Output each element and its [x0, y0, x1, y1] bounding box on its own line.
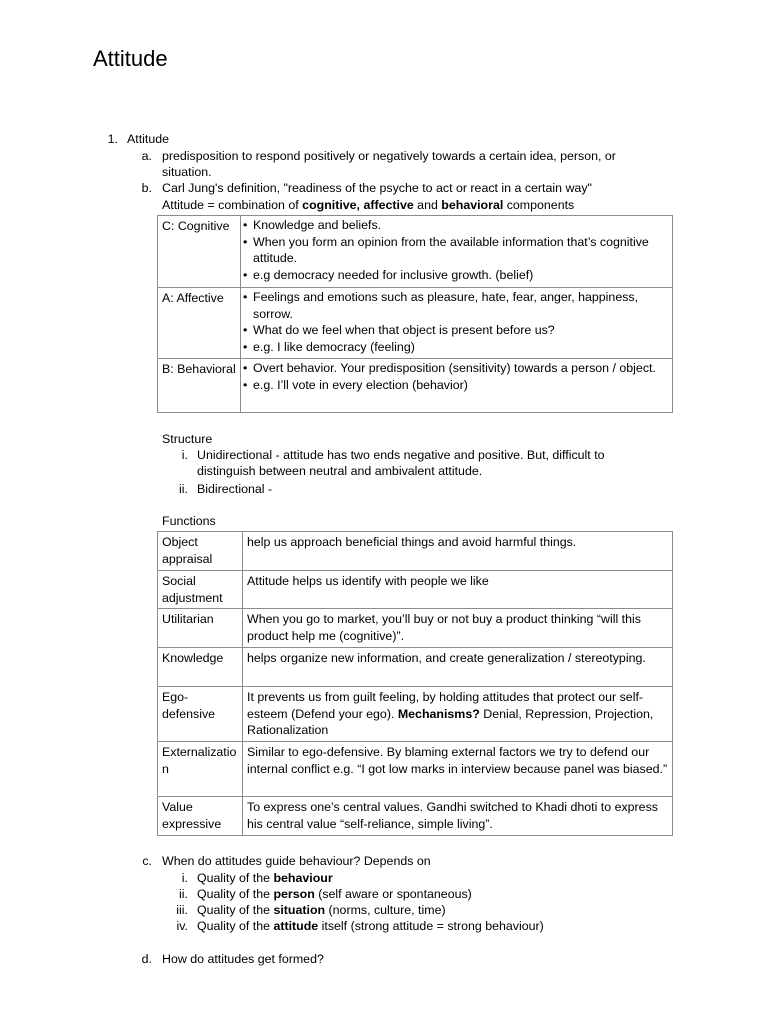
- structure-heading: Structure: [162, 432, 213, 446]
- function-name: Value expressive: [158, 797, 243, 836]
- quality-item: Quality of the situation (norms, culture, time): [197, 903, 446, 917]
- function-description: When you go to market, you’ll buy or not buy a product thinking “will this product help me (cognitive)”.: [243, 609, 673, 648]
- function-name: Externalization: [158, 742, 243, 797]
- list-letter: a.: [141, 149, 152, 163]
- bullet-item: • Overt behavior. Your predisposition (sensitivity) towards a person / object.: [243, 360, 668, 377]
- quality-item: Quality of the person (self aware or spontaneous): [197, 887, 472, 901]
- bullet-item: • Knowledge and beliefs.: [243, 217, 668, 234]
- structure-item-line2: distinguish between neutral and ambivalent attitude.: [197, 464, 483, 478]
- item-a-line2: situation.: [162, 165, 212, 179]
- item-b-combination: Attitude = combination of cognitive, affective and behavioral components: [162, 198, 575, 212]
- item-a-line1: predisposition to respond positively or negatively towards a certain idea, person, or: [162, 149, 616, 163]
- table-row: [158, 687, 673, 742]
- bullet-item: • e.g democracy needed for inclusive growth. (belief): [243, 267, 668, 284]
- bullet-item: • When you form an opinion from the available information that’s cognitive attitude.: [243, 234, 668, 267]
- list-letter: b.: [141, 181, 152, 195]
- function-description: help us approach beneficial things and avoid harmful things.: [243, 532, 673, 571]
- function-description: To express one’s central values. Gandhi switched to Khadi dhoti to express his central value “self-reliance, simple living”.: [243, 797, 673, 836]
- function-description: It prevents us from guilt feeling, by holding attitudes that protect our self-esteem (Defend your ego). Mechanisms? Denial, Repression, Projection, Rationalization: [243, 687, 673, 742]
- component-label: B: Behavioral: [158, 359, 241, 413]
- page-title: Attitude: [93, 46, 168, 71]
- function-name: Knowledge: [158, 648, 243, 687]
- list-roman: iii.: [176, 903, 188, 917]
- component-label: C: Cognitive: [158, 216, 241, 288]
- function-name: Ego-defensive: [158, 687, 243, 742]
- list-roman: i.: [181, 871, 188, 885]
- list-roman: ii.: [179, 887, 188, 901]
- list-roman: i.: [181, 448, 188, 462]
- item-d-text: How do attitudes get formed?: [162, 952, 324, 966]
- list-number: 1.: [107, 132, 118, 146]
- function-description: Similar to ego-defensive. By blaming external factors we try to defend our internal conflict e.g. “I got low marks in interview because panel was biased.”: [243, 742, 673, 797]
- table-row: [158, 648, 673, 687]
- bullet-item: • Feelings and emotions such as pleasure, hate, fear, anger, happiness, sorrow.: [243, 289, 668, 322]
- functions-heading: Functions: [162, 514, 216, 528]
- function-name: Social adjustment: [158, 571, 243, 609]
- bullet-item: • What do we feel when that object is present before us?: [243, 322, 668, 339]
- table-row: [158, 797, 673, 836]
- list-roman: iv.: [176, 919, 188, 933]
- component-details: [241, 216, 673, 288]
- structure-item-line1: Bidirectional -: [197, 482, 273, 496]
- table-row: [158, 216, 673, 288]
- section-heading: Attitude: [127, 132, 170, 146]
- structure-item-line1: Unidirectional - attitude has two ends negative and positive. But, difficult to: [197, 448, 605, 462]
- table-row: [158, 359, 673, 413]
- table-row: [158, 742, 673, 797]
- table-row: [158, 532, 673, 571]
- table-row: [158, 609, 673, 648]
- item-b-line1: Carl Jung's definition, "readiness of the psyche to act or react in a certain way": [162, 181, 592, 195]
- component-details: [241, 359, 673, 413]
- function-description: helps organize new information, and create generalization / stereotyping.: [243, 648, 673, 687]
- bullet-item: • e.g. I like democracy (feeling): [243, 339, 668, 356]
- components-table: [157, 215, 673, 413]
- quality-item: Quality of the behaviour: [197, 871, 333, 885]
- component-label: A: Affective: [158, 288, 241, 359]
- function-name: Utilitarian: [158, 609, 243, 648]
- table-row: [158, 288, 673, 359]
- function-description: Attitude helps us identify with people we like: [243, 571, 673, 609]
- quality-item: Quality of the attitude itself (strong attitude = strong behaviour): [197, 919, 544, 933]
- bullet-item: • e.g. I’ll vote in every election (behavior): [243, 377, 668, 394]
- functions-table: [157, 531, 673, 836]
- function-name: Object appraisal: [158, 532, 243, 571]
- list-letter: d.: [141, 952, 152, 966]
- table-row: [158, 571, 673, 609]
- list-roman: ii.: [179, 482, 188, 496]
- list-letter: c.: [142, 854, 152, 868]
- item-c-text: When do attitudes guide behaviour? Depends on: [162, 854, 431, 868]
- component-details: [241, 288, 673, 359]
